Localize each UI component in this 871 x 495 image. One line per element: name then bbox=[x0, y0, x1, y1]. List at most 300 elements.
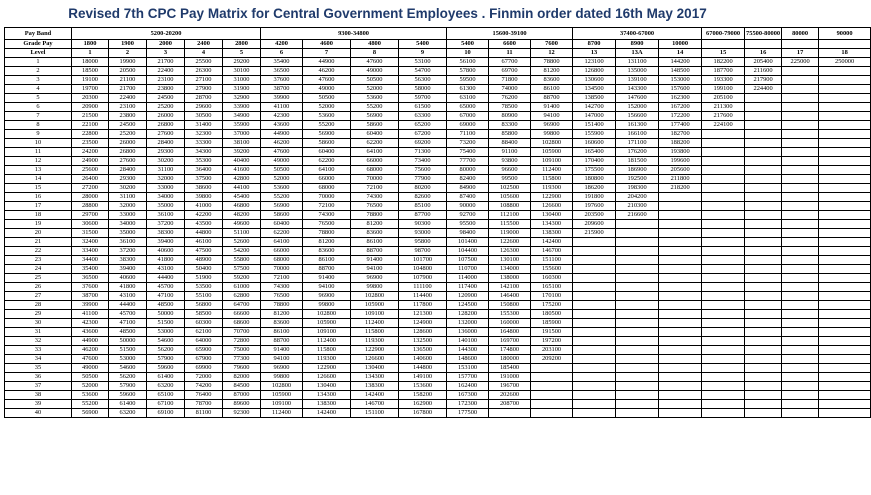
pay-cell: 182200 bbox=[702, 58, 745, 67]
pay-cell bbox=[573, 391, 616, 400]
pay-cell: 115800 bbox=[303, 346, 351, 355]
pay-cell: 130600 bbox=[573, 76, 616, 85]
pay-cell: 55200 bbox=[261, 193, 303, 202]
pay-cell bbox=[782, 184, 819, 193]
pay-cell: 187700 bbox=[702, 67, 745, 76]
pay-cell: 142400 bbox=[303, 409, 351, 418]
index-cell: 34 bbox=[5, 355, 72, 364]
grade-pay-cell: 1800 bbox=[72, 40, 109, 49]
pay-cell: 62200 bbox=[303, 157, 351, 166]
pay-cell: 209600 bbox=[573, 220, 616, 229]
pay-cell bbox=[659, 409, 702, 418]
pay-cell: 114400 bbox=[399, 292, 447, 301]
pay-cell: 52000 bbox=[72, 382, 109, 391]
pay-cell bbox=[531, 400, 573, 409]
pay-cell: 88700 bbox=[303, 265, 351, 274]
pay-cell: 95500 bbox=[447, 220, 489, 229]
grade-pay-cell bbox=[745, 40, 782, 49]
grade-pay-cell bbox=[819, 40, 871, 49]
pay-cell bbox=[782, 265, 819, 274]
pay-cell bbox=[659, 202, 702, 211]
pay-cell: 78800 bbox=[261, 301, 303, 310]
pay-cell: 123100 bbox=[573, 58, 616, 67]
table-row bbox=[5, 103, 871, 112]
pay-cell: 94100 bbox=[351, 265, 399, 274]
pay-cell: 99800 bbox=[261, 373, 303, 382]
pay-cell bbox=[819, 292, 871, 301]
pay-cell: 18000 bbox=[72, 58, 109, 67]
pay-cell: 225000 bbox=[782, 58, 819, 67]
pay-cell: 112400 bbox=[351, 319, 399, 328]
pay-cell: 210300 bbox=[616, 202, 659, 211]
pay-cell: 72100 bbox=[351, 184, 399, 193]
pay-cell: 155600 bbox=[531, 265, 573, 274]
pay-cell: 61500 bbox=[399, 103, 447, 112]
level-cell: 9 bbox=[399, 49, 447, 58]
pay-cell bbox=[819, 220, 871, 229]
pay-cell: 35400 bbox=[72, 265, 109, 274]
pay-cell: 53600 bbox=[351, 94, 399, 103]
pay-cell: 138500 bbox=[573, 94, 616, 103]
pay-cell: 192500 bbox=[616, 175, 659, 184]
pay-cell: 109100 bbox=[303, 328, 351, 337]
pay-cell bbox=[573, 283, 616, 292]
pay-cell: 78700 bbox=[185, 400, 223, 409]
table-row bbox=[5, 211, 871, 220]
pay-cell: 105900 bbox=[531, 148, 573, 157]
pay-cell bbox=[745, 328, 782, 337]
pay-cell bbox=[819, 301, 871, 310]
pay-cell: 80200 bbox=[399, 184, 447, 193]
pay-cell bbox=[659, 238, 702, 247]
pay-cell: 24200 bbox=[72, 148, 109, 157]
pay-cell: 102800 bbox=[261, 382, 303, 391]
index-cell: 40 bbox=[5, 409, 72, 418]
table-row bbox=[5, 85, 871, 94]
pay-cell bbox=[659, 391, 702, 400]
pay-cell: 96900 bbox=[261, 364, 303, 373]
pay-cell bbox=[702, 283, 745, 292]
pay-cell: 109100 bbox=[531, 157, 573, 166]
pay-cell: 81200 bbox=[261, 310, 303, 319]
pay-cell bbox=[782, 148, 819, 157]
table-row bbox=[5, 265, 871, 274]
pay-cell: 75600 bbox=[399, 166, 447, 175]
pay-cell: 38600 bbox=[185, 184, 223, 193]
pay-cell: 26000 bbox=[147, 112, 185, 121]
pay-cell bbox=[819, 193, 871, 202]
pay-cell: 37200 bbox=[147, 220, 185, 229]
pay-cell: 88700 bbox=[531, 94, 573, 103]
pay-cell: 44400 bbox=[147, 274, 185, 283]
pay-cell bbox=[782, 103, 819, 112]
pay-cell: 66600 bbox=[223, 310, 261, 319]
pay-cell: 29600 bbox=[185, 103, 223, 112]
pay-cell: 53000 bbox=[109, 355, 147, 364]
table-row bbox=[5, 346, 871, 355]
pay-cell: 42200 bbox=[185, 211, 223, 220]
pay-cell bbox=[531, 409, 573, 418]
pay-cell: 117800 bbox=[399, 301, 447, 310]
table-row bbox=[5, 166, 871, 175]
pay-cell: 172200 bbox=[659, 112, 702, 121]
pay-cell: 33000 bbox=[109, 211, 147, 220]
pay-cell: 166100 bbox=[616, 130, 659, 139]
pay-cell: 30200 bbox=[109, 184, 147, 193]
pay-cell: 70000 bbox=[261, 265, 303, 274]
pay-cell bbox=[659, 328, 702, 337]
level-cell: 18 bbox=[819, 49, 871, 58]
pay-cell bbox=[782, 94, 819, 103]
pay-cell bbox=[782, 175, 819, 184]
pay-cell: 155300 bbox=[489, 310, 531, 319]
pay-cell: 109100 bbox=[351, 310, 399, 319]
pay-cell: 56100 bbox=[447, 58, 489, 67]
grade-pay-cell: 4200 bbox=[261, 40, 303, 49]
pay-cell: 26800 bbox=[147, 121, 185, 130]
pay-cell bbox=[573, 328, 616, 337]
pay-cell bbox=[819, 274, 871, 283]
pay-cell: 45700 bbox=[109, 310, 147, 319]
pay-cell: 69700 bbox=[489, 67, 531, 76]
pay-cell bbox=[616, 409, 659, 418]
pay-cell bbox=[616, 274, 659, 283]
pay-cell: 21500 bbox=[72, 112, 109, 121]
pay-cell bbox=[616, 328, 659, 337]
pay-cell: 52000 bbox=[261, 175, 303, 184]
pay-cell: 143300 bbox=[616, 85, 659, 94]
pay-cell bbox=[782, 301, 819, 310]
pay-cell bbox=[616, 382, 659, 391]
pay-cell: 22100 bbox=[72, 121, 109, 130]
pay-cell: 107500 bbox=[447, 256, 489, 265]
index-cell: 26 bbox=[5, 283, 72, 292]
level-cell: 5 bbox=[223, 49, 261, 58]
pay-cell: 57800 bbox=[447, 67, 489, 76]
pay-cell bbox=[819, 310, 871, 319]
pay-cell bbox=[489, 409, 531, 418]
pay-cell: 205100 bbox=[702, 94, 745, 103]
pay-cell: 56900 bbox=[351, 112, 399, 121]
pay-cell: 49000 bbox=[72, 364, 109, 373]
pay-cell: 119300 bbox=[303, 355, 351, 364]
pay-cell: 101400 bbox=[447, 238, 489, 247]
pay-cell: 66000 bbox=[351, 157, 399, 166]
pay-cell bbox=[659, 247, 702, 256]
pay-cell bbox=[819, 409, 871, 418]
pay-cell: 29700 bbox=[72, 211, 109, 220]
pay-cell bbox=[702, 328, 745, 337]
index-cell: 10 bbox=[5, 139, 72, 148]
index-cell: 13 bbox=[5, 166, 72, 175]
pay-cell bbox=[573, 292, 616, 301]
pay-cell bbox=[659, 346, 702, 355]
pay-cell bbox=[702, 229, 745, 238]
pay-cell bbox=[819, 256, 871, 265]
index-cell: 25 bbox=[5, 274, 72, 283]
pay-cell: 198300 bbox=[616, 184, 659, 193]
pay-cell: 60300 bbox=[185, 319, 223, 328]
pay-cell: 172300 bbox=[447, 400, 489, 409]
pay-cell bbox=[782, 319, 819, 328]
pay-cell: 76500 bbox=[351, 202, 399, 211]
pay-cell: 98700 bbox=[399, 247, 447, 256]
pay-cell bbox=[819, 229, 871, 238]
pay-cell bbox=[573, 274, 616, 283]
pay-cell: 156600 bbox=[616, 112, 659, 121]
index-cell: 2 bbox=[5, 67, 72, 76]
pay-cell: 65000 bbox=[447, 103, 489, 112]
pay-cell: 161300 bbox=[616, 121, 659, 130]
pay-cell bbox=[573, 319, 616, 328]
pay-cell: 50500 bbox=[72, 373, 109, 382]
pay-cell bbox=[702, 166, 745, 175]
pay-cell: 126600 bbox=[303, 373, 351, 382]
pay-cell bbox=[616, 391, 659, 400]
pay-cell: 64100 bbox=[351, 148, 399, 157]
pay-cell bbox=[745, 319, 782, 328]
pay-cell bbox=[702, 400, 745, 409]
pay-cell: 112400 bbox=[531, 166, 573, 175]
pay-cell: 170100 bbox=[531, 292, 573, 301]
pay-cell: 29300 bbox=[147, 148, 185, 157]
level-cell: 10 bbox=[447, 49, 489, 58]
pay-cell bbox=[659, 355, 702, 364]
pay-cell bbox=[616, 364, 659, 373]
pay-cell: 71100 bbox=[447, 130, 489, 139]
table-row bbox=[5, 400, 871, 409]
index-cell: 20 bbox=[5, 229, 72, 238]
pay-cell bbox=[573, 373, 616, 382]
pay-cell: 57900 bbox=[109, 382, 147, 391]
index-cell: 29 bbox=[5, 310, 72, 319]
pay-cell: 88400 bbox=[489, 139, 531, 148]
pay-cell: 30500 bbox=[185, 112, 223, 121]
pay-cell bbox=[745, 292, 782, 301]
pay-cell: 82400 bbox=[447, 175, 489, 184]
pay-cell: 181500 bbox=[616, 157, 659, 166]
table-row bbox=[5, 58, 871, 67]
pay-cell: 105900 bbox=[261, 391, 303, 400]
pay-cell: 94100 bbox=[303, 283, 351, 292]
pay-cell: 62200 bbox=[261, 229, 303, 238]
pay-cell: 81200 bbox=[303, 238, 351, 247]
pay-cell bbox=[616, 265, 659, 274]
pay-cell: 84500 bbox=[223, 382, 261, 391]
pay-cell: 56900 bbox=[261, 202, 303, 211]
pay-cell: 77900 bbox=[399, 175, 447, 184]
pay-cell: 124500 bbox=[447, 301, 489, 310]
pay-cell: 78800 bbox=[303, 229, 351, 238]
table-row bbox=[5, 67, 871, 76]
grade-pay-cell: 8700 bbox=[573, 40, 616, 49]
pay-cell: 65100 bbox=[147, 391, 185, 400]
pay-cell: 34300 bbox=[185, 148, 223, 157]
pay-cell: 90300 bbox=[399, 220, 447, 229]
pay-cell: 27200 bbox=[72, 184, 109, 193]
pay-cell: 153600 bbox=[399, 382, 447, 391]
pay-cell bbox=[659, 274, 702, 283]
pay-cell bbox=[659, 211, 702, 220]
pay-cell: 24500 bbox=[109, 121, 147, 130]
pay-cell: 26000 bbox=[109, 139, 147, 148]
pay-cell: 39900 bbox=[261, 94, 303, 103]
pay-cell: 58600 bbox=[261, 211, 303, 220]
table-row bbox=[5, 337, 871, 346]
pay-cell: 34900 bbox=[223, 112, 261, 121]
pay-cell: 197200 bbox=[531, 337, 573, 346]
pay-cell: 38300 bbox=[109, 256, 147, 265]
pay-cell bbox=[616, 292, 659, 301]
pay-cell: 81200 bbox=[531, 67, 573, 76]
pay-cell bbox=[819, 112, 871, 121]
grade-pay-cell bbox=[702, 40, 745, 49]
grade-pay-cell: 5400 bbox=[399, 40, 447, 49]
pay-cell bbox=[702, 202, 745, 211]
pay-cell: 186900 bbox=[616, 166, 659, 175]
pay-cell: 61000 bbox=[223, 283, 261, 292]
table-row bbox=[5, 157, 871, 166]
pay-cell: 83600 bbox=[531, 76, 573, 85]
pay-cell: 44800 bbox=[185, 229, 223, 238]
pay-cell bbox=[573, 238, 616, 247]
pay-cell bbox=[573, 364, 616, 373]
pay-cell: 66000 bbox=[261, 247, 303, 256]
pay-cell: 191000 bbox=[489, 373, 531, 382]
grade-pay-cell: 5400 bbox=[447, 40, 489, 49]
pay-cell: 215900 bbox=[573, 229, 616, 238]
pay-cell: 39900 bbox=[72, 301, 109, 310]
pay-cell bbox=[702, 238, 745, 247]
index-cell: 27 bbox=[5, 292, 72, 301]
pay-cell bbox=[702, 130, 745, 139]
pay-cell: 94100 bbox=[261, 355, 303, 364]
table-row bbox=[5, 292, 871, 301]
pay-cell bbox=[819, 94, 871, 103]
pay-cell: 48900 bbox=[185, 256, 223, 265]
pay-cell bbox=[782, 67, 819, 76]
pay-cell bbox=[702, 355, 745, 364]
pay-cell bbox=[745, 283, 782, 292]
pay-cell: 59600 bbox=[109, 391, 147, 400]
pay-cell: 171100 bbox=[616, 139, 659, 148]
pay-cell: 23500 bbox=[72, 139, 109, 148]
pay-cell: 56200 bbox=[109, 373, 147, 382]
pay-cell: 167200 bbox=[659, 103, 702, 112]
pay-cell bbox=[616, 319, 659, 328]
pay-cell: 74000 bbox=[489, 85, 531, 94]
pay-cell: 153100 bbox=[447, 364, 489, 373]
pay-cell bbox=[819, 247, 871, 256]
pay-cell bbox=[782, 373, 819, 382]
pay-cell: 35400 bbox=[261, 58, 303, 67]
pay-cell bbox=[745, 202, 782, 211]
grade-pay-cell: 4800 bbox=[351, 40, 399, 49]
pay-cell: 76500 bbox=[261, 292, 303, 301]
pay-cell: 185400 bbox=[489, 364, 531, 373]
pay-cell: 83600 bbox=[303, 247, 351, 256]
pay-cell: 58500 bbox=[185, 310, 223, 319]
pay-cell: 77300 bbox=[223, 355, 261, 364]
pay-band-cell: 80000 bbox=[782, 28, 819, 40]
pay-cell: 20900 bbox=[72, 103, 109, 112]
table-row bbox=[5, 130, 871, 139]
pay-cell: 119300 bbox=[531, 184, 573, 193]
pay-cell: 122900 bbox=[531, 193, 573, 202]
pay-cell: 67000 bbox=[447, 112, 489, 121]
pay-cell: 77700 bbox=[447, 157, 489, 166]
pay-cell: 51500 bbox=[147, 319, 185, 328]
pay-cell: 25500 bbox=[185, 58, 223, 67]
table-row bbox=[5, 139, 871, 148]
table-row bbox=[5, 382, 871, 391]
index-cell: 14 bbox=[5, 175, 72, 184]
pay-cell bbox=[702, 256, 745, 265]
pay-cell: 94100 bbox=[531, 112, 573, 121]
level-cell: 16 bbox=[745, 49, 782, 58]
pay-cell: 38700 bbox=[72, 292, 109, 301]
pay-cell: 138300 bbox=[303, 400, 351, 409]
pay-cell: 44400 bbox=[109, 301, 147, 310]
pay-cell: 52000 bbox=[351, 85, 399, 94]
pay-cell bbox=[573, 382, 616, 391]
pay-cell: 34000 bbox=[147, 193, 185, 202]
pay-cell: 119300 bbox=[351, 337, 399, 346]
pay-cell: 49600 bbox=[223, 220, 261, 229]
pay-cell: 35000 bbox=[147, 202, 185, 211]
pay-cell bbox=[819, 130, 871, 139]
pay-cell: 191800 bbox=[573, 193, 616, 202]
pay-cell: 109100 bbox=[261, 400, 303, 409]
pay-cell: 37000 bbox=[223, 130, 261, 139]
pay-band-cell: 90000 bbox=[819, 28, 871, 40]
table-row bbox=[5, 148, 871, 157]
index-cell: 31 bbox=[5, 328, 72, 337]
index-cell: 38 bbox=[5, 391, 72, 400]
pay-cell: 122900 bbox=[351, 346, 399, 355]
pay-cell: 211300 bbox=[702, 103, 745, 112]
pay-cell: 126800 bbox=[573, 67, 616, 76]
pay-cell: 44900 bbox=[303, 58, 351, 67]
pay-cell: 50500 bbox=[351, 76, 399, 85]
pay-cell: 47100 bbox=[147, 292, 185, 301]
pay-cell bbox=[702, 157, 745, 166]
pay-cell: 67200 bbox=[399, 130, 447, 139]
pay-cell bbox=[782, 193, 819, 202]
pay-cell bbox=[782, 364, 819, 373]
pay-cell: 19100 bbox=[72, 76, 109, 85]
pay-cell: 148500 bbox=[659, 67, 702, 76]
table-row bbox=[5, 310, 871, 319]
pay-cell: 23800 bbox=[109, 112, 147, 121]
pay-cell bbox=[819, 319, 871, 328]
pay-cell bbox=[659, 337, 702, 346]
pay-cell: 69900 bbox=[185, 364, 223, 373]
pay-cell bbox=[616, 229, 659, 238]
pay-cell: 50500 bbox=[303, 94, 351, 103]
pay-cell: 199100 bbox=[702, 85, 745, 94]
pay-cell: 47600 bbox=[351, 58, 399, 67]
pay-cell: 28700 bbox=[185, 94, 223, 103]
pay-cell: 160000 bbox=[489, 319, 531, 328]
pay-cell: 204200 bbox=[616, 193, 659, 202]
pay-cell: 169700 bbox=[489, 337, 531, 346]
pay-cell: 18500 bbox=[72, 67, 109, 76]
pay-cell: 92700 bbox=[447, 211, 489, 220]
index-cell: 35 bbox=[5, 364, 72, 373]
pay-cell: 165400 bbox=[573, 148, 616, 157]
pay-cell: 193300 bbox=[702, 76, 745, 85]
